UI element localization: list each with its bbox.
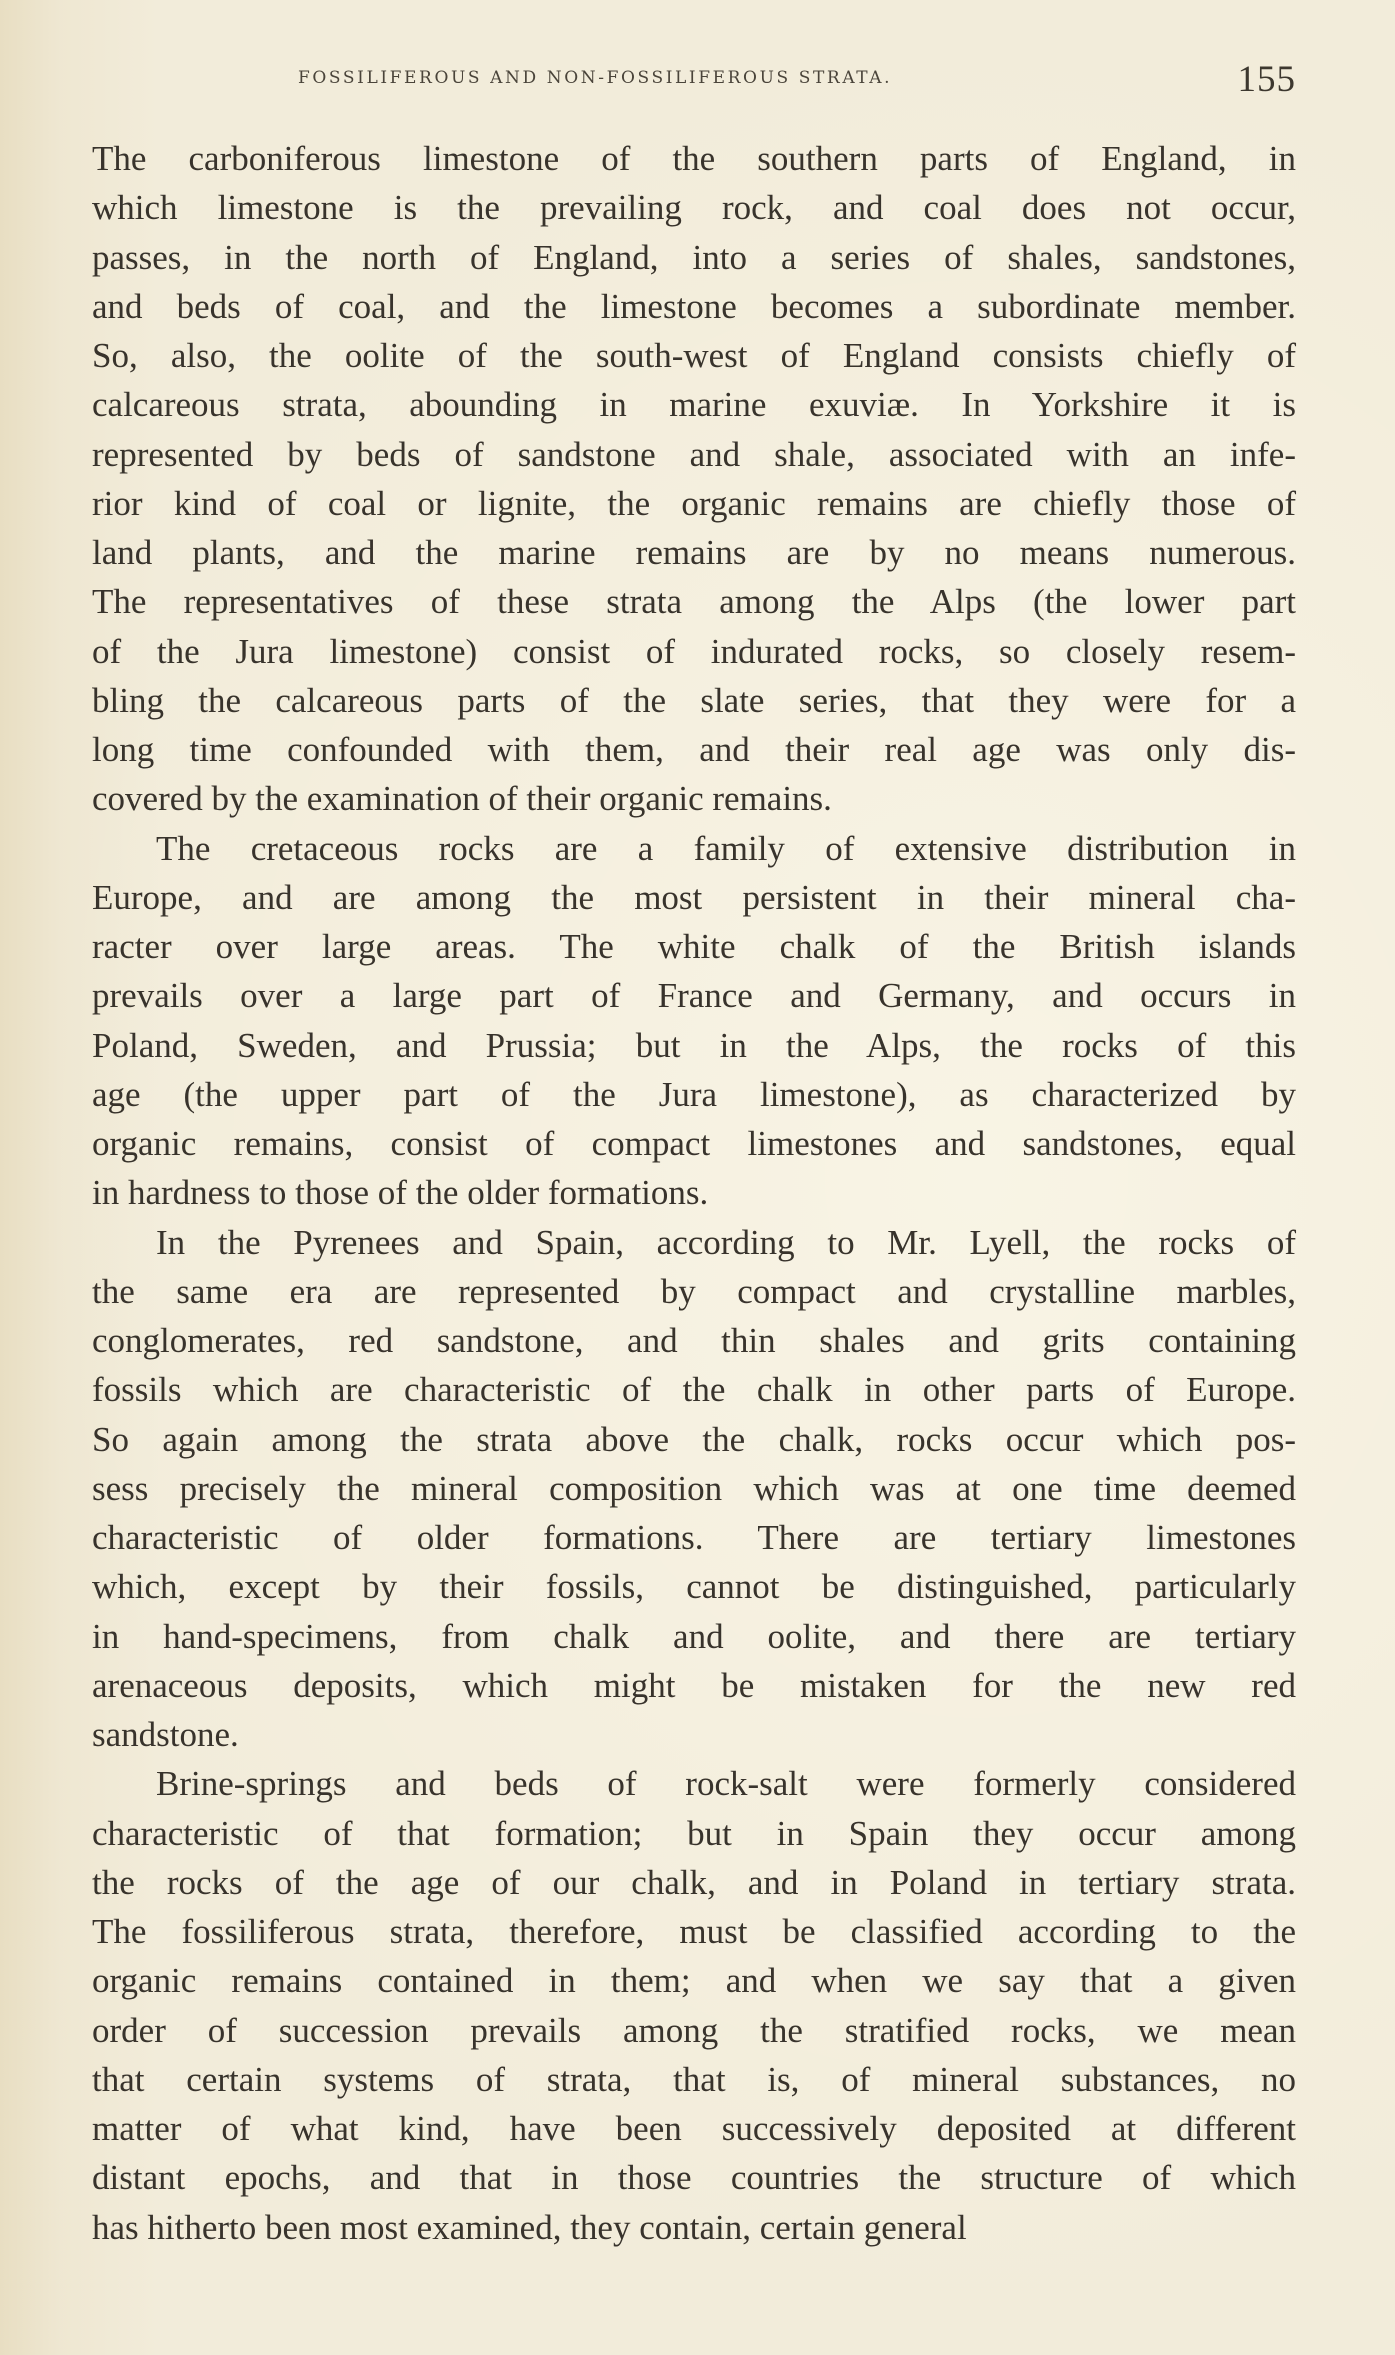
text-line: which, except by their fossils, cannot be distinguished, particularly [92, 1567, 1296, 1607]
text-line: The cretaceous rocks are a family of extensive distribution in [156, 828, 1296, 868]
paragraph [92, 824, 1296, 1218]
text-line: the rocks of the age of our chalk, and in Poland in tertiary strata. [92, 1862, 1296, 1902]
text-line: So, also, the oolite of the south-west of England consists chiefly of [92, 336, 1296, 375]
text-line: fossils which are characteristic of the chalk in other parts of Europe. [92, 1370, 1296, 1410]
text-line: organic remains contained in them; and when we say that a given [92, 1961, 1296, 2001]
paragraph [92, 134, 1296, 824]
paragraph [92, 1218, 1296, 1760]
text-line: sandstone. [92, 1715, 239, 1754]
text-line: passes, in the north of England, into a series of shales, sandstones, [92, 237, 1296, 277]
text-line: The fossiliferous strata, therefore, must be classified according to the [92, 1912, 1296, 1951]
text-line: sess precisely the mineral composition which was at one time deemed [92, 1468, 1296, 1508]
text-line: the same era are represented by compact and crystalline marbles, [92, 1271, 1296, 1311]
text-line: of the Jura limestone) consist of indurated rocks, so closely resem- [92, 631, 1296, 671]
text-line: calcareous strata, abounding in marine exuviæ. In Yorkshire it is [92, 385, 1296, 425]
text-line: has hitherto been most examined, they contain, certain general [92, 2207, 967, 2247]
text-line: in hardness to those of the older formations. [92, 1173, 709, 1213]
text-line: The representatives of these strata among the Alps (the lower part [92, 582, 1296, 622]
text-line: Brine-springs and beds of rock-salt were formerly considered [156, 1764, 1296, 1804]
text-line: bling the calcareous parts of the slate series, that they were for a [92, 680, 1296, 720]
page-number: 155 [1237, 59, 1296, 100]
text-line: characteristic of older formations. There are tertiary limestones [92, 1518, 1296, 1557]
text-line: and beds of coal, and the limestone becomes a subordinate member. [92, 286, 1296, 326]
text-line: which limestone is the prevailing rock, and coal does not occur, [92, 188, 1296, 228]
text-line: distant epochs, and that in those countries the structure of which [92, 2158, 1296, 2198]
text-line: age (the upper part of the Jura limestone), as characterized by [92, 1074, 1296, 1114]
text-line: Europe, and are among the most persistent in their mineral cha- [92, 877, 1296, 917]
text-line: that certain systems of strata, that is, of mineral substances, no [92, 2059, 1296, 2099]
text-line: So again among the strata above the chalk, rocks occur which pos- [92, 1419, 1296, 1459]
running-head: FOSSILIFEROUS AND NON-FOSSILIFEROUS STRATA. [298, 68, 893, 88]
text-line: Poland, Sweden, and Prussia; but in the Alps, the rocks of this [92, 1025, 1296, 1065]
text-line: rior kind of coal or lignite, the organic remains are chiefly those of [92, 483, 1296, 523]
text-line: long time confounded with them, and their real age was only dis- [92, 730, 1296, 769]
text-line: prevails over a large part of France and Germany, and occurs in [92, 976, 1296, 1016]
text-line: land plants, and the marine remains are by no means numerous. [92, 533, 1296, 572]
text-line: covered by the examination of their organic remains. [92, 779, 832, 819]
text-line: represented by beds of sandstone and shale, associated with an infe- [92, 434, 1296, 474]
text-line: in hand-specimens, from chalk and oolite, and there are tertiary [92, 1616, 1296, 1656]
text-line: organic remains, consist of compact limestones and sandstones, equal [92, 1124, 1296, 1163]
text-line: order of succession prevails among the stratified rocks, we mean [92, 2010, 1296, 2050]
body-text [92, 134, 1296, 2252]
text-line: characteristic of that formation; but in Spain they occur among [92, 1813, 1296, 1853]
text-line: arenaceous deposits, which might be mistaken for the new red [92, 1665, 1296, 1705]
text-line: conglomerates, red sandstone, and thin shales and grits containing [92, 1321, 1296, 1360]
text-line: In the Pyrenees and Spain, according to Mr. Lyell, the rocks of [156, 1222, 1296, 1262]
text-line: racter over large areas. The white chalk of the British islands [92, 927, 1296, 966]
paragraph [92, 1759, 1296, 2252]
text-line: The carboniferous limestone of the southern parts of England, in [92, 139, 1296, 178]
text-line: matter of what kind, have been successively deposited at different [92, 2109, 1296, 2148]
